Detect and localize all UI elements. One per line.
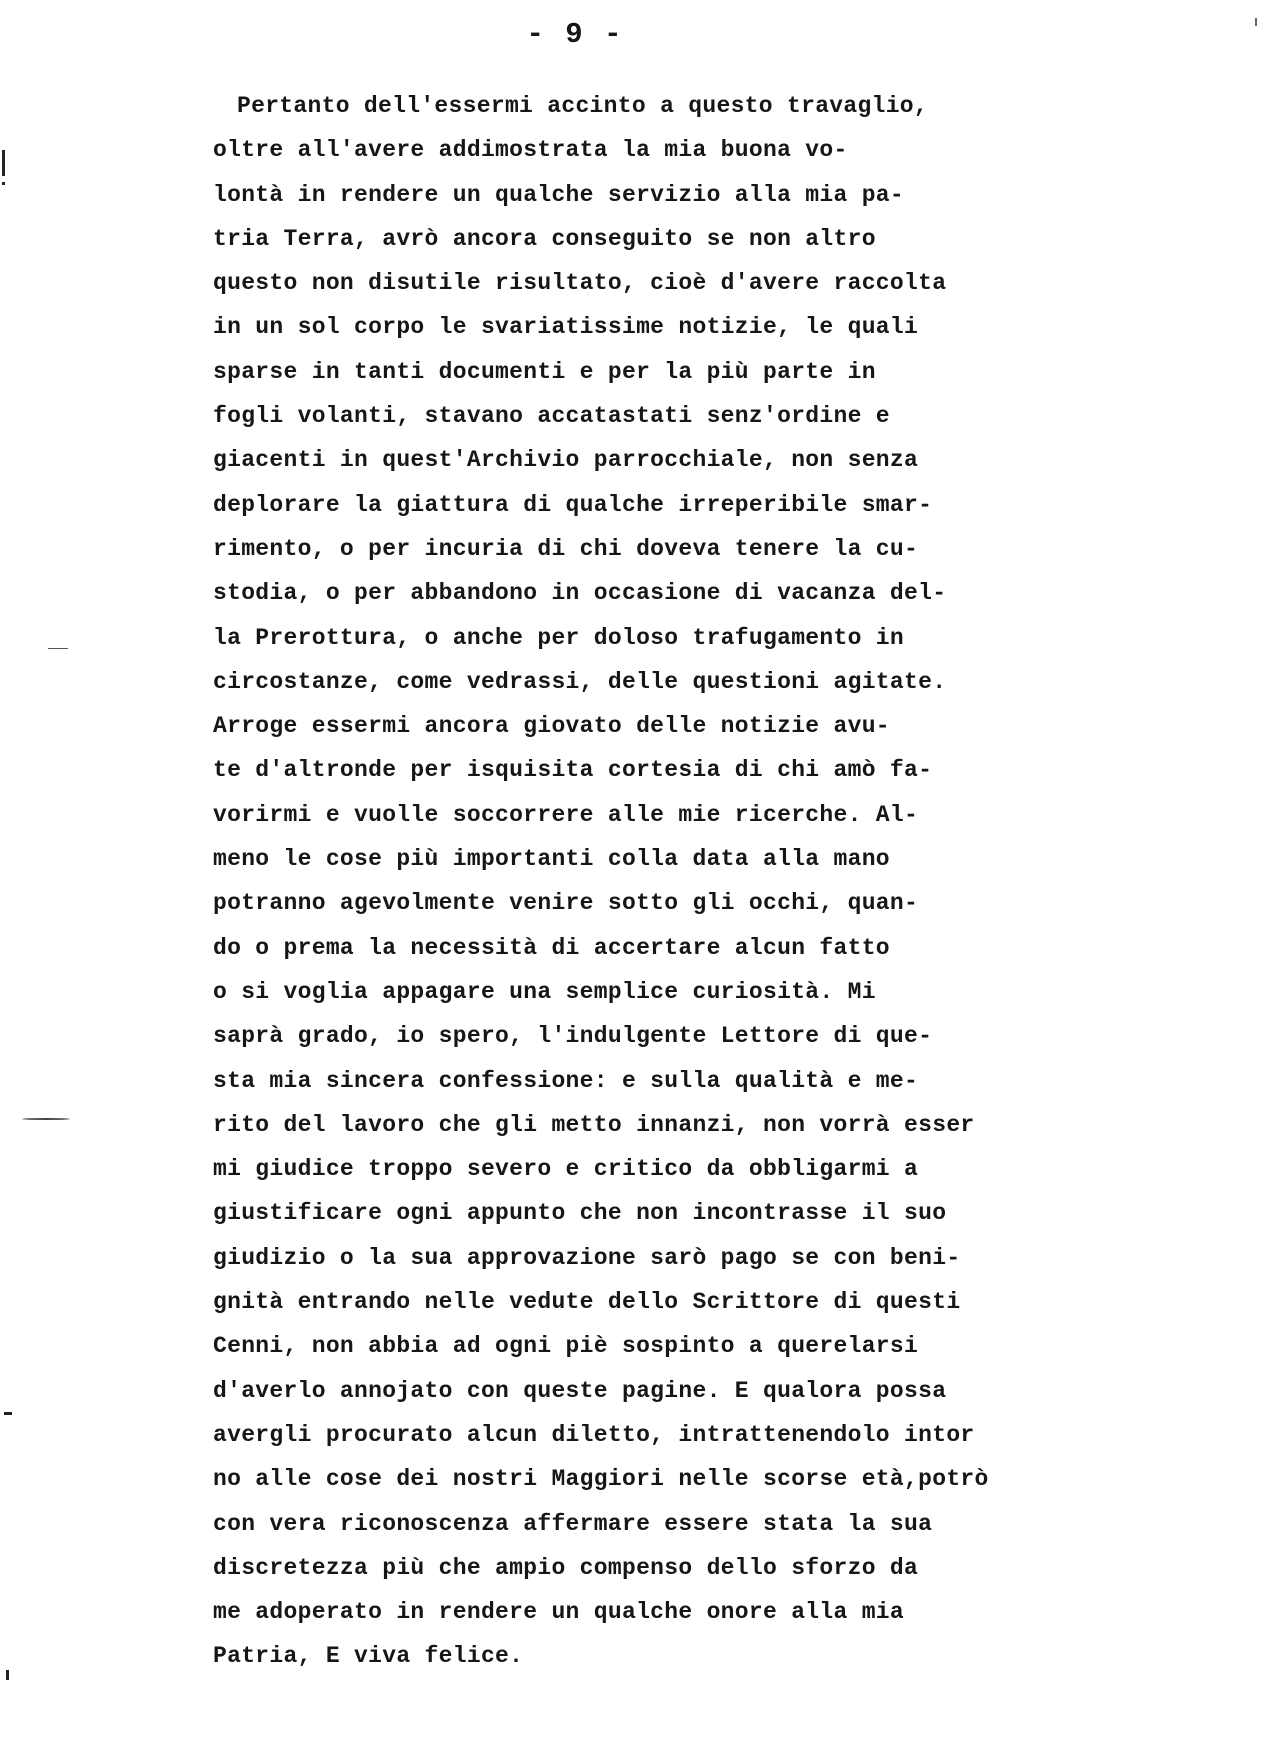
scan-mark xyxy=(22,1118,70,1120)
scan-mark xyxy=(2,150,5,176)
scan-mark xyxy=(1255,18,1257,26)
text-line: questo non disutile risultato, cioè d'avere raccolta xyxy=(213,270,947,297)
text-line: giudizio o la sua approvazione sarò pago se con beni- xyxy=(213,1244,961,1271)
body-text xyxy=(213,84,1137,1679)
text-line: saprà grado, io spero, l'indulgente Lettore di que- xyxy=(213,1023,933,1050)
text-line: fogli volanti, stavano accatastati senz'ordine e xyxy=(213,403,890,430)
text-line: do o prema la necessità di accertare alcun fatto xyxy=(213,934,890,961)
text-line: Patria, E viva felice. xyxy=(213,1643,524,1670)
text-line: o si voglia appagare una semplice curiosità. Mi xyxy=(213,978,876,1005)
text-line: te d'altronde per isquisita cortesia di chi amò fa- xyxy=(213,757,933,784)
text-line: giustificare ogni appunto che non incontrasse il suo xyxy=(213,1200,947,1227)
text-line: deplorare la giattura di qualche irreperibile smar- xyxy=(213,491,933,518)
text-line: Pertanto dell'essermi accinto a questo travaglio, xyxy=(237,93,929,119)
text-line: sparse in tanti documenti e per la più parte in xyxy=(213,358,876,385)
text-line: Arroge essermi ancora giovato delle notizie avu- xyxy=(213,713,890,740)
text-line: stodia, o per abbandono in occasione di vacanza del- xyxy=(213,580,947,607)
text-line: me adoperato in rendere un qualche onore alla mia xyxy=(213,1599,905,1626)
scan-mark xyxy=(2,182,5,185)
text-line: d'averlo annojato con queste pagine. E qualora possa xyxy=(213,1377,947,1404)
text-line: in un sol corpo le svariatissime notizie, le quali xyxy=(213,314,919,341)
text-line: meno le cose più importanti colla data alla mano xyxy=(213,846,890,873)
text-line: rimento, o per incuria di chi doveva tenere la cu- xyxy=(213,535,919,562)
text-line: potranno agevolmente venire sotto gli occhi, quan- xyxy=(213,890,919,917)
text-line: la Prerottura, o anche per doloso trafugamento in xyxy=(213,624,905,651)
text-line: vorirmi e vuolle soccorrere alle mie ricerche. Al- xyxy=(213,801,919,828)
text-line: Cenni, non abbia ad ogni piè sospinto a querelarsi xyxy=(213,1333,919,1360)
text-line: discretezza più che ampio compenso dello sforzo da xyxy=(213,1554,919,1581)
text-line: gnità entrando nelle vedute dello Scrittore di questi xyxy=(213,1289,961,1316)
scan-mark xyxy=(6,1670,9,1680)
text-line: oltre all'avere addimostrata la mia buona vo- xyxy=(213,137,848,164)
text-line: lontà in rendere un qualche servizio alla mia pa- xyxy=(213,181,905,208)
text-line: con vera riconoscenza affermare essere stata la sua xyxy=(213,1510,933,1537)
text-line: sta mia sincera confessione: e sulla qualità e me- xyxy=(213,1067,919,1094)
page-number: - 9 - xyxy=(526,18,624,51)
scan-mark xyxy=(48,648,68,649)
text-line: avergli procurato alcun diletto, intrattenendolo intor xyxy=(213,1421,975,1448)
scan-mark xyxy=(4,1412,12,1415)
text-line: no alle cose dei nostri Maggiori nelle scorse età,potrò xyxy=(213,1466,989,1493)
text-line: mi giudice troppo severo e critico da obbligarmi a xyxy=(213,1156,919,1183)
text-line: tria Terra, avrò ancora conseguito se non altro xyxy=(213,225,876,252)
text-line: giacenti in quest'Archivio parrocchiale, non senza xyxy=(213,447,919,474)
text-line: circostanze, come vedrassi, delle questioni agitate. xyxy=(213,668,947,695)
text-line: rito del lavoro che gli metto innanzi, non vorrà esser xyxy=(213,1111,975,1138)
